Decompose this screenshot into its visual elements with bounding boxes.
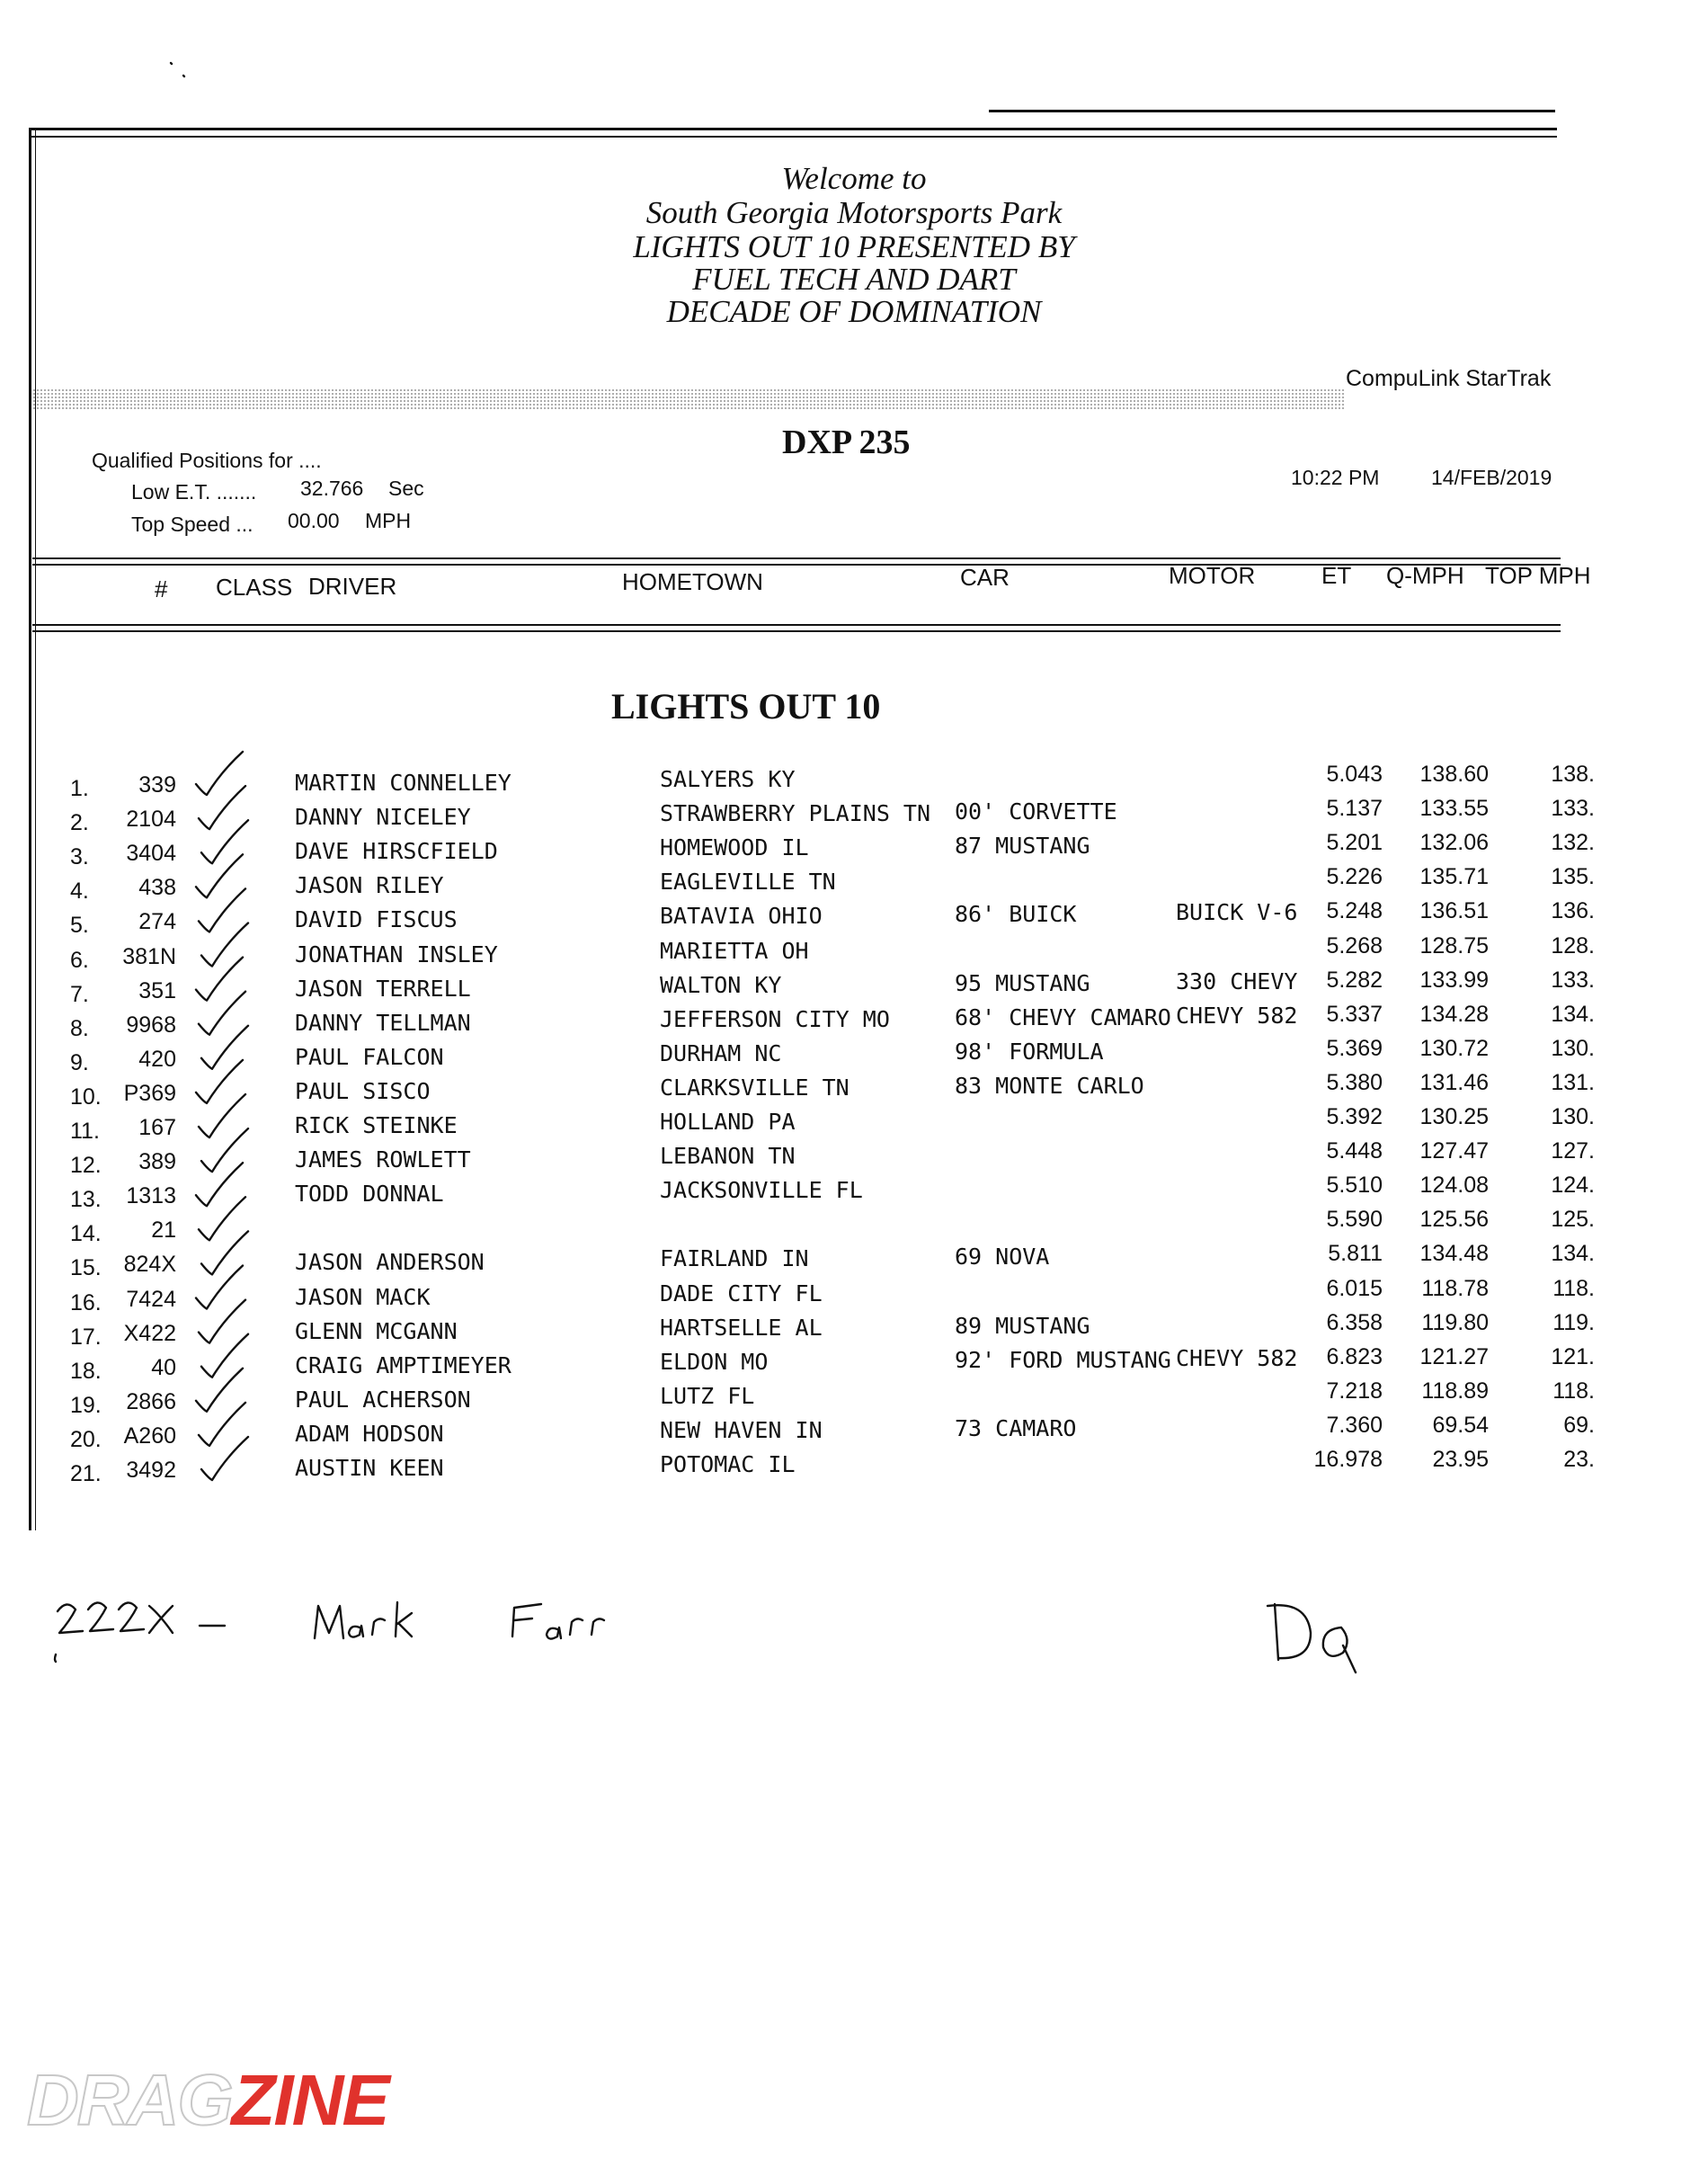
col-qmph: Q-MPH [1386,562,1464,589]
row-driver: JONATHAN INSLEY [295,941,498,968]
row-hometown: HOMEWOOD IL [660,834,809,861]
row-top-mph: 119. [1552,1310,1595,1335]
row-driver: CRAIG AMPTIMEYER [295,1352,512,1378]
row-car-number: 3404 [126,841,176,866]
welcome-line-3: LIGHTS OUT 10 PRESENTED BY [633,229,1075,264]
row-position: 5. [70,913,89,938]
row-et: 5.392 [1326,1104,1383,1129]
row-top-mph: 133. [1551,968,1595,993]
row-et: 5.811 [1328,1241,1383,1266]
row-position: 21. [70,1461,102,1486]
report-date: 14/FEB/2019 [1431,466,1552,489]
row-position: 8. [70,1016,89,1041]
check-mark [199,1197,245,1240]
check-mark [199,888,245,932]
row-car-number: 40 [151,1355,176,1380]
row-hometown: STRAWBERRY PLAINS TN [660,800,931,826]
row-car-number: 351 [138,978,176,1003]
check-mark [196,854,243,897]
row-qmph: 136.51 [1419,898,1489,923]
col-num: # [155,575,168,602]
row-et: 16.978 [1313,1447,1383,1472]
row-top-mph: 118. [1552,1276,1595,1301]
row-position: 7. [70,982,89,1007]
row-qmph: 131.46 [1419,1070,1489,1095]
row-hometown: NEW HAVEN IN [660,1417,823,1443]
row-qmph: 134.28 [1419,1002,1489,1027]
class-code: DXP 235 [782,424,911,461]
row-driver: ADAM HODSON [295,1421,444,1447]
row-hometown: DURHAM NC [660,1040,782,1066]
row-car-number: A260 [123,1423,176,1449]
col-car: CAR [960,564,1010,591]
row-top-mph: 127. [1551,1138,1595,1164]
row-hometown: HARTSELLE AL [660,1315,823,1341]
row-top-mph: 135. [1551,864,1595,889]
check-mark [199,786,245,829]
low-et-label: Low E.T. ....... [131,480,257,504]
row-hometown: FAIRLAND IN [660,1245,809,1271]
check-mark [196,958,243,1001]
row-hometown: JEFFERSON CITY MO [660,1006,890,1032]
row-car: 69 NOVA [955,1244,1050,1270]
row-driver: DANNY TELLMAN [295,1010,471,1036]
row-et: 6.823 [1326,1344,1383,1369]
watermark-part-2: ZINE [231,2060,388,2140]
row-car-number: 9968 [126,1012,176,1038]
row-car-number: 167 [138,1115,176,1140]
row-et: 5.226 [1326,864,1383,889]
row-position: 18. [70,1359,102,1384]
row-top-mph: 125. [1551,1207,1595,1232]
row-et: 7.360 [1326,1413,1383,1438]
row-et: 7.218 [1326,1378,1383,1404]
row-car-number: 438 [138,875,176,900]
row-hometown: HOLLAND PA [660,1109,796,1135]
dq-mark [1259,1592,1384,1708]
col-hometown: HOMETOWN [622,568,763,595]
row-car-number: 7424 [126,1287,176,1312]
row-car: 92' FORD MUSTANG [955,1347,1171,1373]
row-car-number: 21 [151,1217,176,1243]
row-top-mph: 124. [1551,1173,1595,1198]
row-et: 5.448 [1326,1138,1383,1164]
row-hometown: LEBANON TN [660,1143,796,1169]
row-motor: CHEVY 582 [1176,1003,1298,1029]
row-qmph: 134.48 [1419,1241,1489,1266]
row-hometown: LUTZ FL [660,1383,755,1409]
welcome-line-4: FUEL TECH AND DART [692,262,1016,297]
row-driver: PAUL ACHERSON [295,1387,471,1413]
row-position: 1. [70,776,89,801]
row-top-mph: 121. [1551,1344,1595,1369]
check-mark [199,1403,245,1446]
row-et: 5.268 [1326,933,1383,959]
row-et: 5.510 [1326,1173,1383,1198]
watermark-part-1: DRAG [27,2060,232,2140]
row-motor: BUICK V-6 [1176,899,1298,925]
section-title: LIGHTS OUT 10 [611,686,881,727]
row-car: 98' FORMULA [955,1039,1104,1065]
row-top-mph: 138. [1551,762,1595,787]
row-car-number: 824X [123,1252,176,1277]
row-car: 87 MUSTANG [955,833,1090,859]
row-top-mph: 128. [1551,933,1595,959]
row-qmph: 133.55 [1419,796,1489,821]
row-hometown: DADE CITY FL [660,1280,823,1306]
row-qmph: 135.71 [1419,864,1489,889]
col-motor: MOTOR [1169,562,1256,589]
row-et: 5.337 [1326,1002,1383,1027]
row-hometown: JACKSONVILLE FL [660,1177,863,1203]
row-position: 3. [70,844,89,869]
row-qmph: 127.47 [1419,1138,1489,1164]
qualified-label: Qualified Positions for .... [92,449,322,472]
row-hometown: BATAVIA OHIO [660,903,823,929]
row-car-number: 1313 [126,1183,176,1208]
row-position: 10. [70,1084,102,1110]
row-top-mph: 134. [1551,1002,1595,1027]
row-qmph: 125.56 [1419,1207,1489,1232]
row-top-mph: 23. [1563,1447,1595,1472]
row-position: 16. [70,1290,102,1315]
check-mark [199,992,245,1035]
row-position: 2. [70,810,89,835]
stray-mark-top [162,54,198,90]
row-et: 5.590 [1326,1207,1383,1232]
row-car-number: 420 [138,1047,176,1072]
row-qmph: 69.54 [1432,1413,1489,1438]
check-mark [196,752,243,795]
row-car-number: 2866 [126,1389,176,1414]
row-qmph: 133.99 [1419,968,1489,993]
system-name: CompuLink StarTrak [1346,366,1552,391]
row-top-mph: 133. [1551,796,1595,821]
top-speed-value: 00.00 [288,509,340,532]
row-et: 5.043 [1326,762,1383,787]
row-et: 5.380 [1326,1070,1383,1095]
handwritten-note [45,1583,620,1690]
check-mark [196,1369,243,1412]
row-hometown: POTOMAC IL [660,1451,796,1477]
top-speed-unit: MPH [365,509,412,532]
row-driver: JASON ANDERSON [295,1249,485,1275]
row-et: 5.282 [1326,968,1383,993]
row-car-number: X422 [123,1321,176,1346]
row-position: 17. [70,1324,102,1350]
low-et-value: 32.766 [300,477,364,500]
row-car-number: 274 [138,909,176,934]
row-car: 83 MONTE CARLO [955,1073,1144,1099]
row-qmph: 119.80 [1421,1310,1489,1335]
low-et-unit: Sec [388,477,424,500]
row-driver: MARTIN CONNELLEY [295,770,512,796]
row-qmph: 132.06 [1419,830,1489,855]
row-driver: JAMES ROWLETT [295,1146,471,1173]
row-motor: 330 CHEVY [1176,968,1298,994]
row-et: 5.369 [1326,1036,1383,1061]
row-qmph: 130.72 [1419,1036,1489,1061]
row-qmph: 130.25 [1419,1104,1489,1129]
col-et: ET [1321,562,1352,589]
row-driver: DANNY NICELEY [295,804,471,830]
col-class: CLASS [216,574,293,601]
row-driver: TODD DONNAL [295,1181,444,1207]
row-hometown: ELDON MO [660,1349,769,1375]
row-qmph: 23.95 [1432,1447,1489,1472]
check-mark [196,1060,243,1103]
row-driver: RICK STEINKE [295,1112,458,1138]
welcome-line-2: South Georgia Motorsports Park [645,195,1063,230]
row-driver: GLENN MCGANN [295,1318,458,1344]
row-et: 5.201 [1326,830,1383,855]
check-mark [196,1163,243,1206]
check-mark [199,1094,245,1137]
row-position: 4. [70,878,89,904]
row-position: 14. [70,1221,102,1246]
row-car: 86' BUICK [955,901,1077,927]
col-top-mph: TOP MPH [1485,562,1591,589]
row-hometown: MARIETTA OH [660,938,809,964]
top-speed-label: Top Speed ... [131,513,254,536]
row-driver: JASON TERRELL [295,976,471,1002]
row-et: 5.137 [1326,796,1383,821]
row-et: 6.015 [1326,1276,1383,1301]
row-position: 13. [70,1187,102,1212]
row-driver: JASON MACK [295,1284,431,1310]
welcome-line-1: Welcome to [781,161,927,196]
row-position: 15. [70,1255,102,1280]
row-car-number: 389 [138,1149,176,1174]
row-car: 89 MUSTANG [955,1313,1090,1339]
row-top-mph: 132. [1551,830,1595,855]
row-car: 95 MUSTANG [955,970,1090,996]
row-position: 20. [70,1427,102,1452]
report-time: 10:22 PM [1291,466,1380,489]
row-driver: DAVE HIRSCFIELD [295,838,498,864]
row-qmph: 128.75 [1419,933,1489,959]
row-qmph: 121.27 [1419,1344,1489,1369]
row-driver: PAUL SISCO [295,1078,431,1104]
check-mark [196,1266,243,1309]
row-top-mph: 69. [1563,1413,1595,1438]
row-top-mph: 130. [1551,1104,1595,1129]
row-top-mph: 136. [1551,898,1595,923]
row-car-number: 3492 [126,1458,176,1483]
row-position: 6. [70,948,89,973]
row-car: 68' CHEVY CAMARO [955,1004,1171,1030]
row-qmph: 118.89 [1421,1378,1489,1404]
col-driver: DRIVER [308,573,397,600]
row-position: 9. [70,1050,89,1075]
row-et: 5.248 [1326,898,1383,923]
row-qmph: 124.08 [1419,1173,1489,1198]
row-top-mph: 134. [1551,1241,1595,1266]
row-qmph: 138.60 [1419,762,1489,787]
row-top-mph: 130. [1551,1036,1595,1061]
row-driver: PAUL FALCON [295,1044,444,1070]
row-car-number: 381N [122,944,176,969]
row-hometown: CLARKSVILLE TN [660,1075,850,1101]
row-position: 12. [70,1153,102,1178]
row-position: 11. [70,1119,100,1144]
check-mark [199,1300,245,1343]
row-et: 6.358 [1326,1310,1383,1335]
row-car-number: 339 [138,772,176,798]
welcome-line-5: DECADE OF DOMINATION [666,294,1042,329]
row-car: 00' CORVETTE [955,798,1117,825]
row-motor: CHEVY 582 [1176,1345,1298,1371]
row-qmph: 118.78 [1421,1276,1489,1301]
row-hometown: EAGLEVILLE TN [660,869,836,895]
row-hometown: WALTON KY [660,972,782,998]
row-car: 73 CAMARO [955,1415,1077,1441]
row-position: 19. [70,1393,102,1418]
row-top-mph: 118. [1552,1378,1595,1404]
row-car-number: 2104 [126,807,176,832]
row-top-mph: 131. [1551,1070,1595,1095]
dragzine-watermark-logo [27,2059,388,2142]
row-driver: JASON RILEY [295,872,444,898]
row-hometown: SALYERS KY [660,766,796,792]
row-driver: DAVID FISCUS [295,906,458,932]
row-car-number: P369 [123,1081,176,1106]
row-driver: AUSTIN KEEN [295,1455,444,1481]
check-mark [201,1437,248,1480]
